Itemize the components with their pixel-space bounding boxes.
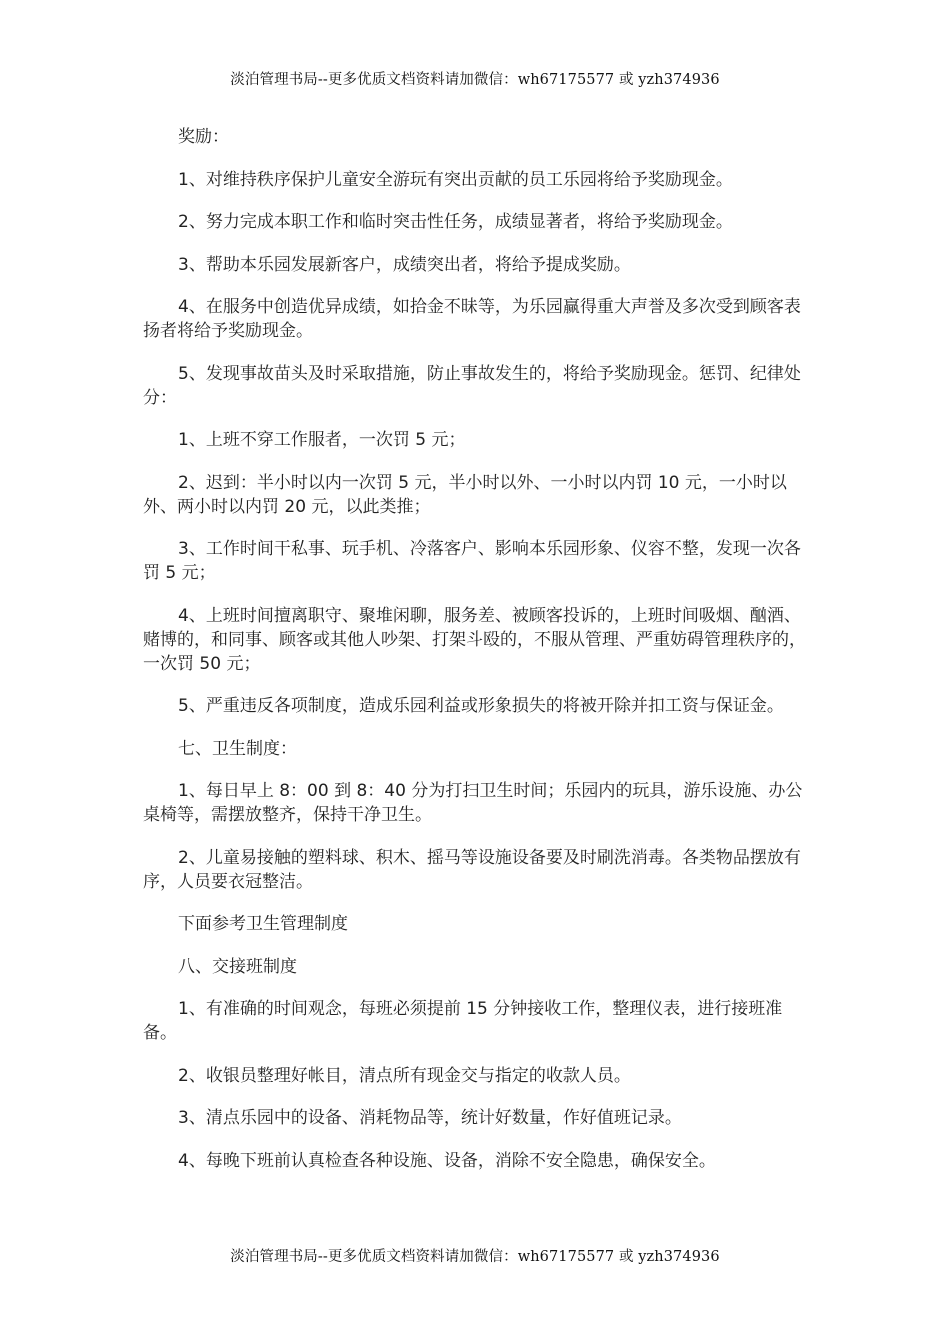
paragraph-handover-3: 3、清点乐园中的设备、消耗物品等，统计好数量，作好值班记录。: [178, 1108, 682, 1128]
paragraph-reward-4: 4、在服务中创造优异成绩，如拾金不昧等，为乐园赢得重大声誉及多次受到顾客表扬者将给予奖励现金。: [143, 297, 801, 341]
paragraph-hygiene-2: 2、儿童易接触的塑料球、积木、摇马等设施设备要及时刷洗消毒。各类物品摆放有序，人员要衣冠整洁。: [143, 847, 801, 892]
paragraph-reward-3: 3、帮助本乐园发展新客户，成绩突出者，将给予提成奖励。: [178, 254, 631, 275]
paragraph-penalty-2: 2、迟到：半小时以内一次罚 5 元，半小时以外、一小时以内罚 10 元，一小时以外、两小时以内罚 20 元，以此类推；: [143, 472, 787, 517]
paragraph-penalty-5: 5、严重违反各项制度，造成乐园利益或形象损失的将被开除并扣工资与保证金。: [178, 696, 784, 716]
paragraph-reward-5: 5、发现事故苗头及时采取措施，防止事故发生的，将给予奖励现金。惩罚、纪律处分：: [143, 363, 801, 408]
paragraph-reward-1: 1、对维持秩序保护儿童安全游玩有突出贡献的员工乐园将给予奖励现金。: [178, 169, 733, 190]
page-footer: 淡泊管理书局--更多优质文档资料请加微信：wh67175577 或 yzh374936: [230, 1249, 720, 1265]
paragraph-handover-1: 1、有准确的时间观念，每班必须提前 15 分钟接收工作，整理仪表，进行接班准备。: [143, 999, 783, 1043]
paragraph-hygiene-1: 1、每日早上 8：00 到 8：40 分为打扫卫生时间；乐园内的玩具，游乐设施、办公桌椅等，需摆放整齐，保持干净卫生。: [143, 781, 803, 825]
paragraph-penalty-3: 3、工作时间干私事、玩手机、冷落客户、影响本乐园形象、仪容不整，发现一次各罚 5 元；: [143, 539, 801, 583]
paragraph-hygiene-heading: 七、卫生制度：: [178, 738, 297, 759]
paragraph-handover-4: 4、每晚下班前认真检查各种设施、设备，消除不安全隐患，确保安全。: [178, 1150, 716, 1171]
paragraph-handover-heading: 八、交接班制度: [178, 956, 297, 977]
paragraph-handover-2: 2、收银员整理好帐目，清点所有现金交与指定的收款人员。: [178, 1065, 631, 1086]
paragraph-penalty-4: 4、上班时间擅离职守、聚堆闲聊，服务差、被顾客投诉的，上班时间吸烟、酗酒、赌博的，和同事、顾客或其他人吵架、打架斗殴的，不服从管理、严重妨碍管理秩序的，一次罚 50 元；: [143, 605, 806, 674]
page-header: 淡泊管理书局--更多优质文档资料请加微信：wh67175577 或 yzh374936: [230, 72, 720, 88]
paragraph-reward-2: 2、努力完成本职工作和临时突击性任务，成绩显著者，将给予奖励现金。: [178, 212, 733, 232]
paragraph-penalty-1: 1、上班不穿工作服者，一次罚 5 元；: [178, 430, 466, 450]
paragraph-hygiene-reference: 下面参考卫生管理制度: [178, 914, 348, 934]
document-body: [143, 125, 808, 1191]
paragraph-rewards-heading: 奖励：: [178, 127, 229, 147]
